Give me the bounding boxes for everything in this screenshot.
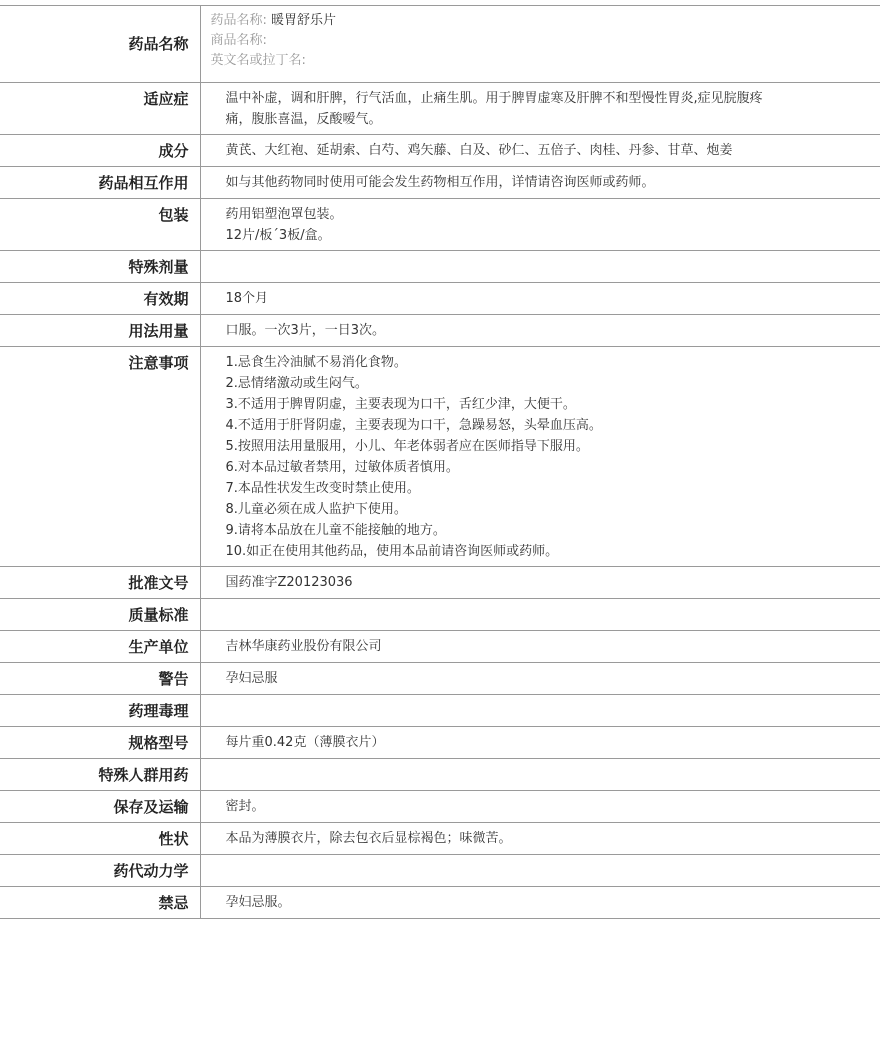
label-approval: 批准文号 [0,567,200,599]
value-indications-cell [200,83,880,135]
row-description [0,823,880,855]
value-quality [200,599,880,631]
value-special-dosage [200,251,880,283]
row-storage [0,791,880,823]
label-drug-name: 药品名称 [0,6,200,83]
row-contraindications [0,887,880,919]
precaution-item: 8.儿童必须在成人监护下使用。 [225,502,407,517]
precaution-item: 3.不适用于脾胃阴虚，主要表现为口干，舌红少津，大便干。 [225,397,576,412]
row-pharmacokinetics [0,855,880,887]
label-description: 性状 [0,823,200,855]
value-usage: 口服。一次3片，一日3次。 [200,315,880,347]
label-warning: 警告 [0,663,200,695]
value-manufacturer: 吉林华康药业股份有限公司 [200,631,880,663]
value-packaging [200,199,880,251]
row-manufacturer [0,631,880,663]
precaution-item: 4.不适用于肝肾阴虚，主要表现为口干，急躁易怒，头晕血压高。 [225,418,602,433]
label-storage: 保存及运输 [0,791,200,823]
value-approval: 国药准字Z20123036 [200,567,880,599]
value-precautions [200,347,880,567]
value-interactions: 如与其他药物同时使用可能会发生药物相互作用，详情请咨询医师或药师。 [200,167,880,199]
english-name-line [211,51,880,71]
row-specification [0,727,880,759]
row-special-population [0,759,880,791]
packaging-line-2: 12片/板´3板/盒。 [225,228,331,243]
precaution-item: 2.忌情绪激动或生闷气。 [225,376,368,391]
drug-spec-table [0,5,880,919]
value-indications: 温中补虚，调和肝脾，行气活血，止痛生肌。用于脾胃虚寒及肝脾不和型慢性胃炎,症见脘腹疼痛，腹胀喜温，反酸嗳气。 [225,91,763,127]
label-precautions: 注意事项 [0,347,200,567]
label-usage: 用法用量 [0,315,200,347]
value-special-population [200,759,880,791]
value-pharmacokinetics [200,855,880,887]
label-interactions: 药品相互作用 [0,167,200,199]
precaution-item: 1.忌食生冷油腻不易消化食物。 [225,355,407,370]
value-ingredients: 黄芪、大红袍、延胡索、白芍、鸡矢藤、白及、砂仁、五倍子、肉桂、丹参、甘草、炮姜 [200,135,880,167]
label-quality: 质量标准 [0,599,200,631]
row-interactions [0,167,880,199]
value-specification: 每片重0.42克（薄膜衣片） [200,727,880,759]
row-indications [0,83,880,135]
drug-name-label: 药品名称: [210,13,267,28]
label-specification: 规格型号 [0,727,200,759]
label-expiry: 有效期 [0,283,200,315]
row-approval [0,567,880,599]
row-warning [0,663,880,695]
precaution-item: 7.本品性状发生改变时禁止使用。 [225,481,420,496]
value-expiry: 18个月 [200,283,880,315]
trade-name-label: 商品名称: [210,33,267,48]
value-pharmacology [200,695,880,727]
precaution-item: 10.如正在使用其他药品，使用本品前请咨询医师或药师。 [225,544,559,559]
label-ingredients: 成分 [0,135,200,167]
row-precautions [0,347,880,567]
precaution-item: 5.按照用法用量服用，小儿、年老体弱者应在医师指导下服用。 [225,439,589,454]
value-warning: 孕妇忌服 [200,663,880,695]
label-pharmacokinetics: 药代动力学 [0,855,200,887]
row-drug-name [0,6,880,83]
row-expiry [0,283,880,315]
label-contraindications: 禁忌 [0,887,200,919]
precaution-item: 6.对本品过敏者禁用，过敏体质者慎用。 [225,460,459,475]
row-packaging [0,199,880,251]
value-description: 本品为薄膜衣片，除去包衣后显棕褐色；味微苦。 [200,823,880,855]
label-indications: 适应症 [0,83,200,135]
row-quality [0,599,880,631]
value-contraindications: 孕妇忌服。 [200,887,880,919]
precaution-item: 9.请将本品放在儿童不能接触的地方。 [225,523,446,538]
value-storage: 密封。 [200,791,880,823]
label-pharmacology: 药理毒理 [0,695,200,727]
packaging-line-1: 药用铝塑泡罩包装。 [225,207,343,222]
trade-name-line [211,31,880,51]
drug-name-line [211,11,880,31]
label-packaging: 包装 [0,199,200,251]
english-name-label: 英文名或拉丁名: [210,53,306,68]
row-special-dosage [0,251,880,283]
row-ingredients [0,135,880,167]
row-pharmacology [0,695,880,727]
drug-name-value: 暖胃舒乐片 [271,13,337,28]
value-drug-name [200,6,880,83]
label-special-dosage: 特殊剂量 [0,251,200,283]
row-usage [0,315,880,347]
label-manufacturer: 生产单位 [0,631,200,663]
label-special-population: 特殊人群用药 [0,759,200,791]
